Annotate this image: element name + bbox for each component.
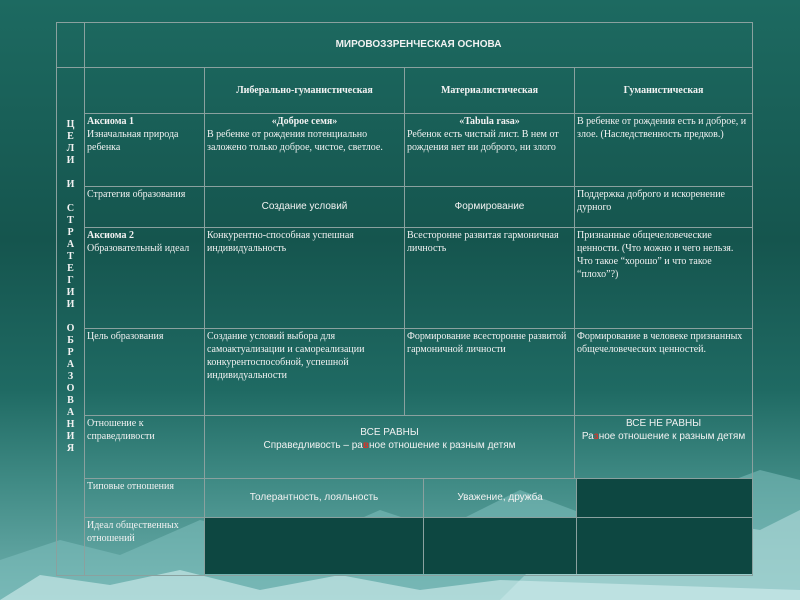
axiom1-liberal-title: «Доброе семя» xyxy=(271,116,338,128)
ideal-humanist-empty xyxy=(576,518,752,574)
row-label-strategy: Стратегия образования xyxy=(85,187,205,228)
justice-unequal-text xyxy=(577,430,750,443)
justice-equal-highlight: в xyxy=(362,439,369,451)
stub-letter: Б xyxy=(67,334,74,346)
justice-unequal-pre: Ра xyxy=(581,430,594,442)
axiom2-humanist-cell: Признанные общечеловеческие ценности. (Что можно и чего нельзя. Что такое “хорошо” и что такое “плохо”?) xyxy=(575,227,753,328)
stub-letter: Р xyxy=(67,346,74,358)
column-humanist: Гуманистическая xyxy=(575,67,753,114)
corner-cell xyxy=(57,23,85,68)
stub-letter xyxy=(59,310,82,322)
justice-equal-pre: Справедливость – ра xyxy=(263,439,363,451)
stub-letter: И xyxy=(66,430,75,442)
justice-humanist-cell xyxy=(575,415,753,478)
stub-letter: И xyxy=(66,178,75,190)
stub-letter: Г xyxy=(67,274,74,286)
row-label-axiom1 xyxy=(85,114,205,187)
empty-header-cell xyxy=(85,67,205,114)
justice-unequal-post: ное отношение к разным детям xyxy=(598,430,746,442)
row-label-justice: Отношение к справедливости xyxy=(85,415,205,478)
stub-letter: Л xyxy=(66,142,75,154)
stub-letter: Е xyxy=(67,130,74,142)
typical-tolerance: Толерантность, лояльность xyxy=(249,492,379,504)
axiom1-material-text: Ребенок есть чистый лист. В нем от рождения нет ни доброго, ни злого xyxy=(407,129,559,154)
justice-unequal-highlight: з xyxy=(593,430,599,442)
axiom2-title: Аксиома 2 xyxy=(87,229,134,241)
stub-letter: А xyxy=(66,406,75,418)
stub-letter: И xyxy=(66,298,75,310)
row-label-goal: Цель образования xyxy=(85,328,205,415)
typical-humanist-empty xyxy=(576,479,752,517)
axiom1-liberal-text: В ребенке от рождения потенциально заложено только доброе, чистое, светлое. xyxy=(207,129,383,154)
table-title: МИРОВОЗЗРЕНЧЕСКАЯ ОСНОВА xyxy=(85,23,753,68)
goal-liberal-cell: Создание условий выбора для самоактуализации и самореализации конкурентоспособной, успешной индивидуальности xyxy=(205,328,405,415)
axiom2-material-cell: Всесторонне развитая гармоничная личность xyxy=(405,227,575,328)
stub-letter: В xyxy=(67,394,74,406)
justice-equal-title: ВСЕ РАВНЫ xyxy=(360,426,419,438)
axiom1-subtitle: Изначальная природа ребенка xyxy=(87,129,179,154)
axiom1-title: Аксиома 1 xyxy=(87,116,134,128)
column-material: Материалистическая xyxy=(405,67,575,114)
ideal-material-empty xyxy=(423,518,576,574)
stub-letter: О xyxy=(66,382,75,394)
axiom1-material-title: «Tabula rasa» xyxy=(459,116,520,128)
stub-letter: Т xyxy=(67,250,74,262)
goals-strategies-vertical-label xyxy=(57,67,85,575)
ideal-cells xyxy=(205,518,753,576)
strategy-humanist-cell: Поддержка доброго и искоренение дурного xyxy=(575,187,753,228)
strategy-material-cell: Формирование xyxy=(405,187,575,228)
typical-relations-cell xyxy=(205,478,753,518)
stub-letter: Я xyxy=(66,442,75,454)
stub-letter: Н xyxy=(66,418,75,430)
stub-letter xyxy=(59,166,82,178)
goal-material-cell: Формирование всесторонне развитой гармоничной личности xyxy=(405,328,575,415)
axiom2-liberal-cell: Конкурентно-способная успешная индивидуальность xyxy=(205,227,405,328)
stub-letter: Т xyxy=(67,214,74,226)
stub-letter: И xyxy=(66,154,75,166)
stub-letter: С xyxy=(66,202,75,214)
justice-merged-cell xyxy=(205,415,575,478)
axiom1-liberal-cell xyxy=(205,114,405,187)
stub-letter: Р xyxy=(67,226,74,238)
row-label-axiom2 xyxy=(85,227,205,328)
stub-letter: И xyxy=(66,286,75,298)
axiom1-material-cell xyxy=(405,114,575,187)
stub-letter: Е xyxy=(67,262,74,274)
strategy-liberal-cell: Создание условий xyxy=(205,187,405,228)
justice-unequal-title: ВСЕ НЕ РАВНЫ xyxy=(625,417,702,429)
stub-letter: О xyxy=(66,322,75,334)
axiom2-subtitle: Образовательный идеал xyxy=(87,242,190,254)
typical-respect: Уважение, дружба xyxy=(423,479,576,517)
goal-humanist-cell: Формирование в человеке признанных общечеловеческих ценностей. xyxy=(575,328,753,415)
stub-letter: З xyxy=(67,370,74,382)
justice-equal-text xyxy=(207,439,572,452)
stub-letter: А xyxy=(66,358,75,370)
ideal-liberal-empty xyxy=(205,518,423,574)
axiom1-humanist-cell: В ребенке от рождения есть и доброе, и злое. (Наследственность предков.) xyxy=(575,114,753,187)
comparison-table xyxy=(56,22,753,576)
justice-equal-post: ное отношение к разным детям xyxy=(369,439,516,451)
stub-letter: А xyxy=(66,238,75,250)
stub-letter xyxy=(59,190,82,202)
stub-letter: Ц xyxy=(66,118,75,130)
row-label-ideal: Идеал общественных отношений xyxy=(85,518,205,576)
row-label-typical: Типовые отношения xyxy=(85,478,205,518)
column-liberal: Либерально-гуманистическая xyxy=(205,67,405,114)
